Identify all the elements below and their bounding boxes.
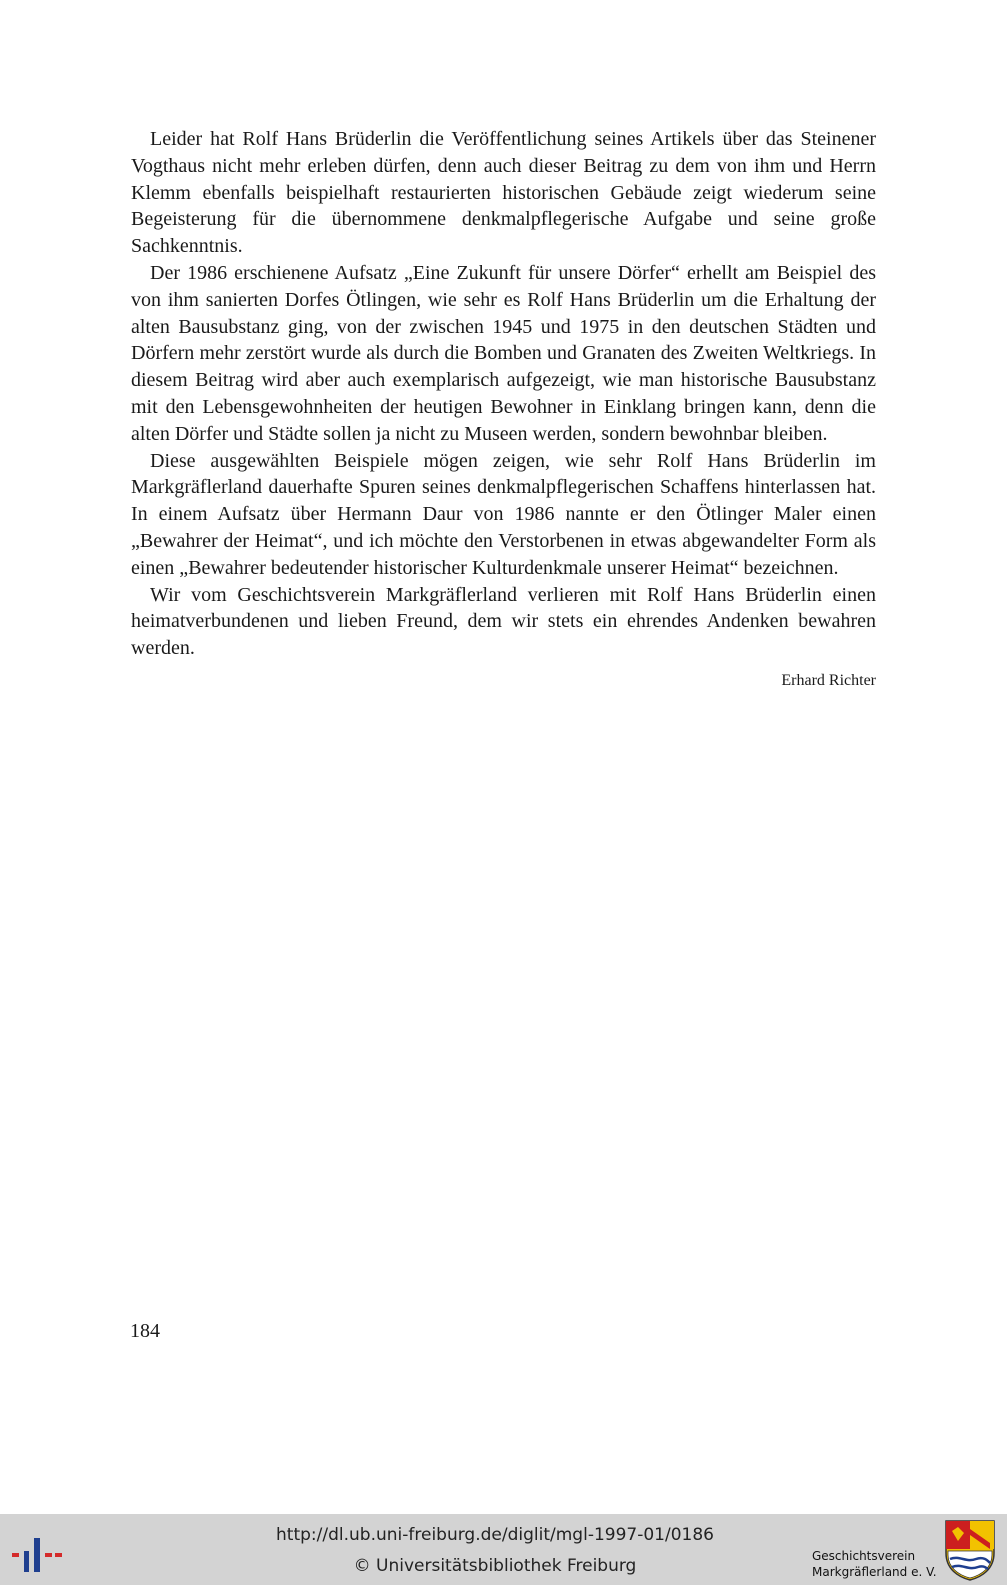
paragraph: Diese ausgewählten Beispiele mögen zeigen, wie sehr Rolf Hans Brüderlin im Markgräflerland dauerhafte Spuren seines denkmalpflegerischen Schaffens hinterlassen hat. In einem Aufsatz über Hermann Daur von 1986 nannte er den Ötlinger Maler einen „Bewahrer der Heimat“, und ich möchte den Verstorbenen in etwas abgewandelter Form als einen „Bewahrer bedeutender historischer Kulturdenkmale unserer Heimat“ bezeichnen. bbox=[131, 449, 876, 579]
author-signature: Erhard Richter bbox=[781, 671, 876, 689]
society-name-line1: Geschichtsverein bbox=[812, 1549, 916, 1563]
society-name bbox=[812, 1548, 937, 1580]
paragraph: Leider hat Rolf Hans Brüderlin die Veröffentlichung seines Artikels über das Steinener Vogthaus nicht mehr erleben dürfen, denn auch dieser Beitrag zu dem von ihm und Herrn Klemm ebenfalls beispielhaft restaurierten historischen Gebäude zeigt wiederum seine Begeisterung für die übernommene denkmalpflegerische Aufgabe und seine große Sachkenntnis. bbox=[131, 128, 876, 258]
page-number: 184 bbox=[130, 1320, 160, 1342]
footer-url-link[interactable]: http://dl.ub.uni-freiburg.de/diglit/mgl-1997-01/0186 bbox=[276, 1525, 714, 1545]
paragraph: Der 1986 erschienene Aufsatz „Eine Zukunft für unsere Dörfer“ erhellt am Beispiel des von ihm sanierten Dorfes Ötlingen, wie sehr es Rolf Hans Brüderlin um die Erhaltung der alten Bausubstanz ging, von der zwischen 1945 und 1975 in den deutschen Städten und Dörfern mehr zerstört wurde als durch die Bomben und Granaten des Zweiten Weltkriegs. In diesem Beitrag wird aber auch exemplarisch aufgezeigt, wie man historische Bausubstanz mit den Lebensgewohnheiten der heutigen Bewohner in Einklang bringen kann, denn die alten Dörfer und Städte sollen ja nicht zu Museen werden, sondern bewohnbar bleiben. bbox=[131, 261, 876, 445]
society-name-line2: Markgräflerland e. V. bbox=[812, 1565, 937, 1579]
society-crest-icon bbox=[944, 1519, 996, 1581]
paragraph: Wir vom Geschichtsverein Markgräflerland verlieren mit Rolf Hans Brüderlin einen heimatverbundenen und lieben Freund, dem wir stets ein ehrendes Andenken bewahren werden. bbox=[131, 583, 876, 660]
footer-copyright: © Universitätsbibliothek Freiburg bbox=[353, 1556, 637, 1576]
article-body bbox=[131, 126, 876, 695]
